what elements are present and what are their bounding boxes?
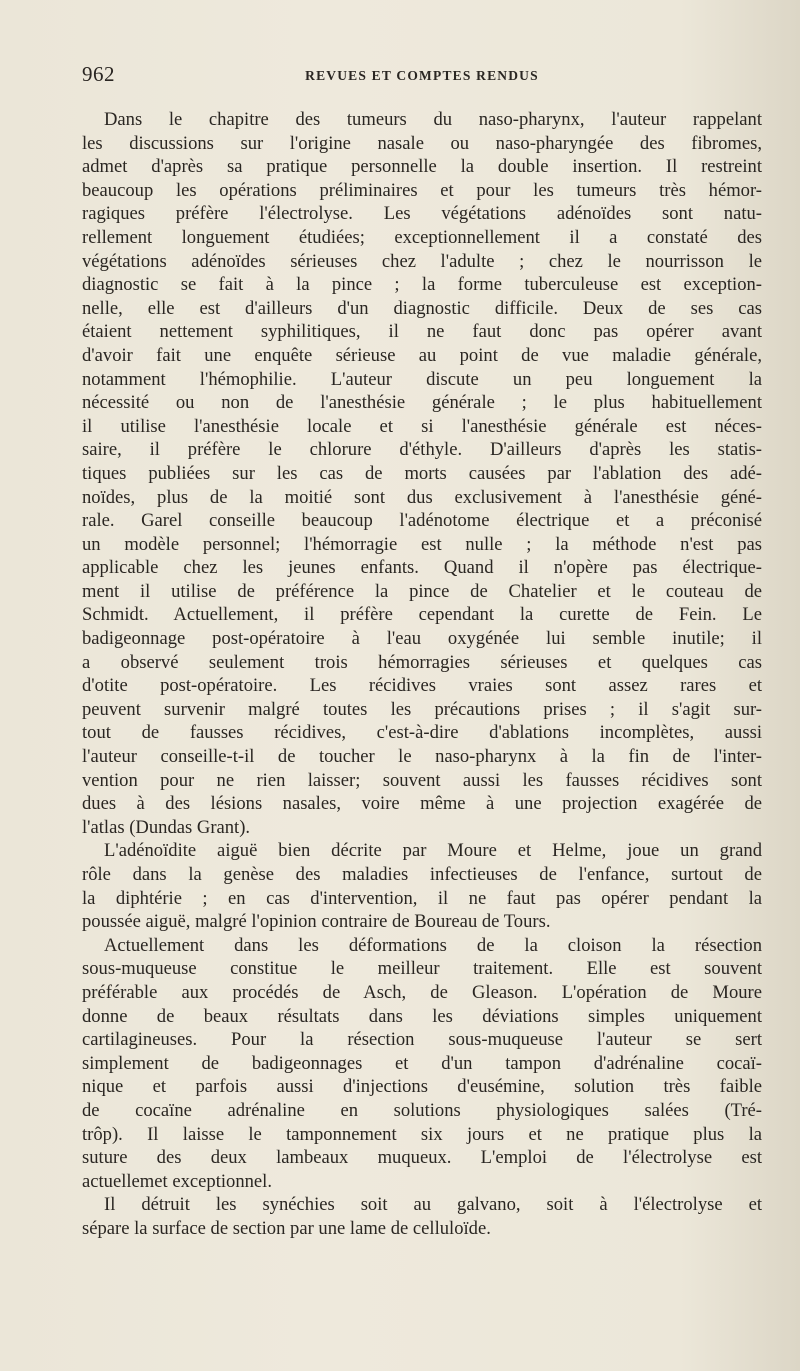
text-line: l'auteur conseille-t-il de toucher le naso-pharynx à la fin de l'inter- [82,746,762,768]
text-line: Schmidt. Actuellement, il préfère cependant la curette de Fein. Le [82,604,762,626]
text-line: sépare la surface de section par une lame de celluloïde. [82,1217,491,1239]
text-line: végétations adénoïdes sérieuses chez l'adulte ; chez le nourrisson le [82,250,762,272]
text-line: trôp). Il laisse le tamponnement six jours et ne pratique plus la [82,1123,762,1145]
article-body [82,108,762,1241]
text-line: ragiques préfère l'électrolyse. Les végétations adénoïdes sont natu- [82,203,762,225]
text-line: sous-muqueuse constitue le meilleur traitement. Elle est souvent [82,958,762,980]
text-line: tiques publiées sur les cas de morts causées par l'ablation des adé- [82,462,762,484]
text-line: de cocaïne adrénaline en solutions physiologiques salées (Tré- [82,1099,762,1121]
text-line: noïdes, plus de la moitié sont dus exclusivement à l'anesthésie géné- [82,486,762,508]
text-line: un modèle personnel; l'hémorragie est nulle ; la méthode n'est pas [82,533,762,555]
text-line: L'adénoïdite aiguë bien décrite par Moure et Helme, joue un grand [104,840,762,862]
text-line: d'avoir fait une enquête sérieuse au point de vue maladie générale, [82,344,762,366]
text-line: Dans le chapitre des tumeurs du naso-pharynx, l'auteur rappelant [104,109,762,130]
text-line: suture des deux lambeaux muqueux. L'emploi de l'électrolyse est [82,1147,762,1169]
text-line: rale. Garel conseille beaucoup l'adénotome électrique et a préconisé [82,510,762,532]
text-line: Actuellement dans les déformations de la cloison la résection [104,934,762,956]
page-number: 962 [82,62,115,86]
text-line: vention pour ne rien laisser; souvent aussi les fausses récidives sont [82,769,762,791]
running-title: REVUES ET COMPTES RENDUS [305,68,539,83]
page-header [82,62,762,92]
text-line: étaient nettement syphilitiques, il ne faut donc pas opérer avant [82,321,762,343]
text-line: ment il utilise de préférence la pince de Chatelier et le couteau de [82,580,762,602]
text-line: l'atlas (Dundas Grant). [82,816,251,838]
text-line: la diphtérie ; en cas d'intervention, il ne faut pas opérer pendant la [82,887,762,909]
text-line: dues à des lésions nasales, voire même à une projection exagérée de [82,793,762,815]
text-line: poussée aiguë, malgré l'opinion contraire de Boureau de Tours. [82,911,551,933]
text-line: rôle dans la genèse des maladies infectieuses de l'enfance, surtout de [82,864,762,885]
text-line: notamment l'hémophilie. L'auteur discute un peu longuement la [82,368,762,390]
text-line: saire, il préfère le chlorure d'éthyle. D'ailleurs d'après les statis- [82,439,762,461]
text-line: badigeonnage post-opératoire à l'eau oxygénée lui semble inutile; il [82,628,762,650]
text-line: a observé seulement trois hémorragies sérieuses et quelques cas [82,651,762,673]
text-line: les discussions sur l'origine nasale ou naso-pharyngée des fibromes, [82,132,762,154]
text-line: Il détruit les synéchies soit au galvano, soit à l'électrolyse et [104,1194,762,1216]
text-line: admet d'après sa pratique personnelle la double insertion. Il restreint [82,156,762,178]
text-line: diagnostic se fait à la pince ; la forme tuberculeuse est exception- [82,274,762,296]
text-line: nelle, elle est d'ailleurs d'un diagnostic difficile. Deux de ses cas [82,297,762,319]
text-line: donne de beaux résultats dans les déviations simples uniquement [82,1005,762,1027]
text-line: actuellemet exceptionnel. [82,1170,272,1192]
text-line: cartilagineuses. Pour la résection sous-muqueuse l'auteur se sert [82,1029,762,1051]
text-line: tout de fausses récidives, c'est-à-dire d'ablations incomplètes, aussi [82,722,762,744]
text-line: applicable chez les jeunes enfants. Quand il n'opère pas électrique- [82,557,762,579]
text-line: il utilise l'anesthésie locale et si l'anesthésie générale est néces- [82,415,762,437]
text-line: simplement de badigeonnages et d'un tampon d'adrénaline cocaï- [82,1052,762,1074]
text-line: nécessité ou non de l'anesthésie générale ; le plus habituellement [82,392,762,414]
text-line: rellement longuement étudiées; exceptionnellement il a constaté des [82,226,762,248]
text-line: nique et parfois aussi d'injections d'eusémine, solution très faible [82,1076,762,1098]
text-line: préférable aux procédés de Asch, de Gleason. L'opération de Moure [82,981,762,1003]
text-line: peuvent survenir malgré toutes les précautions prises ; il s'agit sur- [82,698,762,720]
text-line: beaucoup les opérations préliminaires et pour les tumeurs très hémor- [82,179,762,201]
text-line: d'otite post-opératoire. Les récidives vraies sont assez rares et [82,675,762,697]
